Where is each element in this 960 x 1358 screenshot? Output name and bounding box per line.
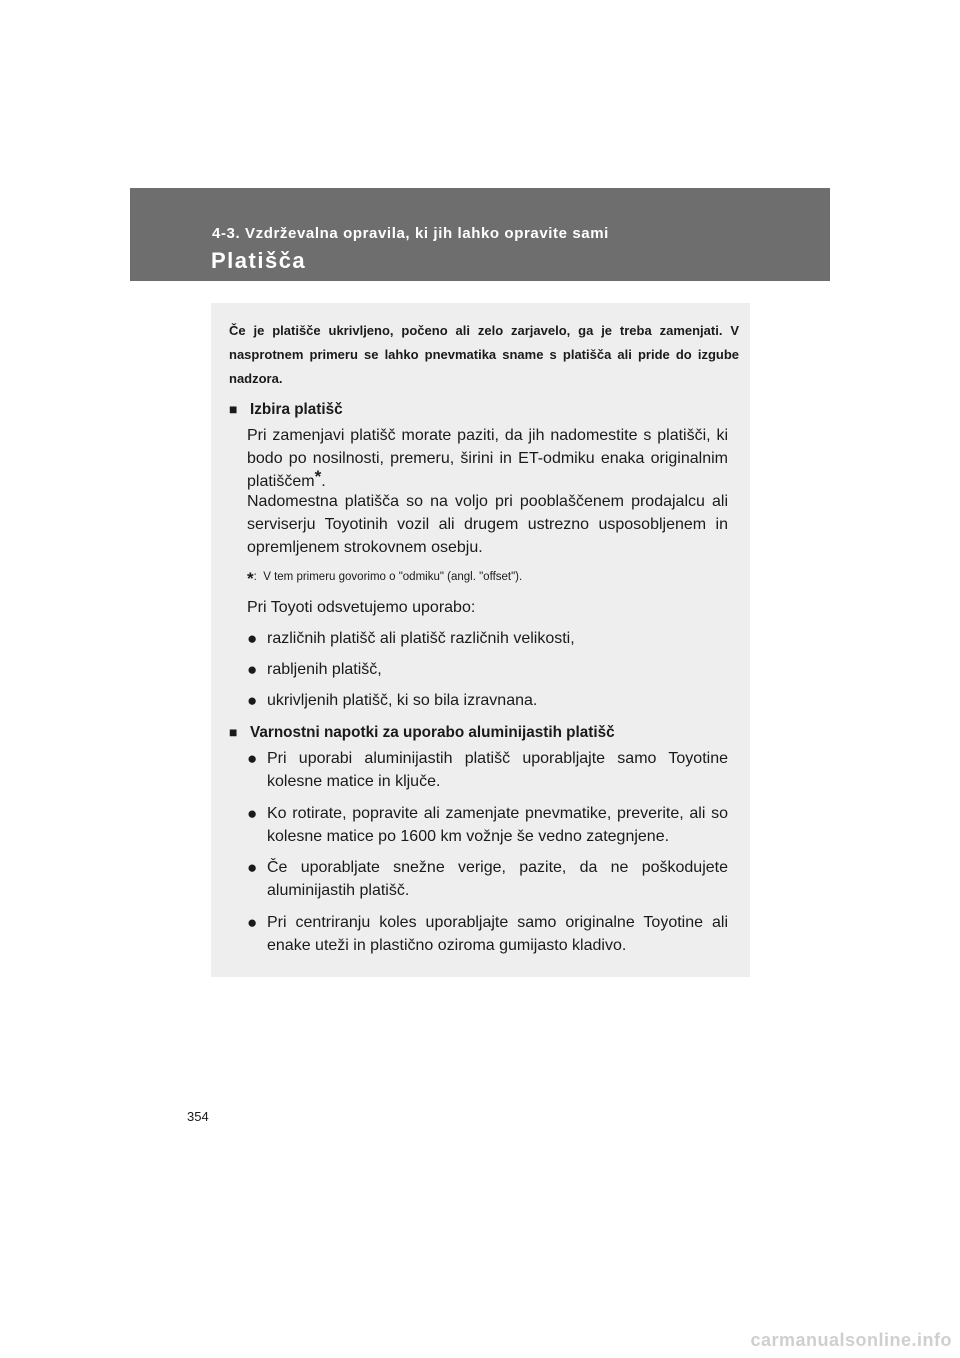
footnote-separator: : — [253, 571, 257, 583]
list-item — [247, 689, 728, 712]
bullet-dot-icon: ● — [247, 858, 258, 877]
advice-intro: Pri Toyoti odsvetujemo uporabo: — [247, 599, 476, 616]
bullet-dot-icon: ● — [247, 660, 258, 679]
list-item — [247, 627, 728, 650]
paragraph-availability: Nadomestna platišča so na voljo pri pooblaščenem prodajalcu ali serviserju Toyotinih vozil ali drugem ustrezno usposobljenem in opremljenem strokovnem osebju. — [247, 493, 728, 556]
list-item — [247, 856, 728, 902]
footnote-text: V tem primeru govorimo o "odmiku" (angl. "offset"). — [263, 571, 523, 583]
bullet-dot-icon: ● — [247, 629, 258, 648]
bullet-dot-icon: ● — [247, 913, 258, 932]
section-heading-text: Izbira platišč — [250, 401, 343, 418]
list-item — [247, 911, 728, 957]
list-item-text: ukrivljenih platišč, ki so bila izravnana. — [267, 692, 538, 709]
list-item-text: različnih platišč ali platišč različnih velikosti, — [267, 630, 575, 647]
list-item — [247, 747, 728, 793]
bullet-dot-icon: ● — [247, 691, 258, 710]
chapter-header — [130, 188, 830, 281]
watermark: carmanualsonline.info — [750, 1330, 952, 1350]
bullet-dot-icon: ● — [247, 749, 258, 768]
square-bullet-icon: ■ — [229, 401, 238, 417]
intro-warning: Če je platišče ukrivljeno, počeno ali zelo zarjavelo, ga je treba zamenjati. V nasprotnem primeru se lahko pnevmatika sname s platišča ali pride do izgube nadzora. — [229, 323, 739, 386]
list-item-text: Pri centriranju koles uporabljajte samo originalne Toyotine ali enake uteži in plastično oziroma gumijasto kladivo. — [267, 914, 728, 954]
footnote-asterisk: * — [247, 569, 254, 588]
list-item — [247, 658, 728, 681]
section-heading-aluminium-safety — [229, 721, 615, 744]
list-item-text: Če uporabljate snežne verige, pazite, da ne poškodujete aluminijastih platišč. — [267, 859, 728, 899]
paragraph-replacement — [247, 424, 728, 493]
section-heading-text: Varnostni napotki za uporabo aluminijastih platišč — [250, 724, 615, 741]
paragraph-end: . — [321, 473, 326, 490]
section-label: 4-3. Vzdrževalna opravila, ki jih lahko opravite sami — [212, 225, 609, 242]
page-number: 354 — [187, 1109, 209, 1124]
page-title: Platišča — [211, 248, 307, 273]
content-box — [211, 303, 750, 977]
section-heading-wheel-selection — [229, 398, 343, 421]
asterisk-marker: * — [314, 466, 322, 486]
list-item-text: rabljenih platišč, — [267, 661, 382, 678]
list-item — [247, 802, 728, 848]
list-item-text: Pri uporabi aluminijastih platišč uporabljajte samo Toyotine kolesne matice in ključe. — [267, 750, 728, 790]
bullet-dot-icon: ● — [247, 804, 258, 823]
paragraph-text: Pri zamenjavi platišč morate paziti, da jih nadomestite s platišči, ki bodo po nosilnosti, premeru, širini in ET-odmiku enaka originalnim platiščem — [247, 427, 728, 490]
square-bullet-icon: ■ — [229, 724, 238, 740]
footnote — [247, 565, 523, 588]
list-item-text: Ko rotirate, popravite ali zamenjate pnevmatike, preverite, ali so kolesne matice po 1600 km vožnje še vedno zategnjene. — [267, 805, 728, 845]
